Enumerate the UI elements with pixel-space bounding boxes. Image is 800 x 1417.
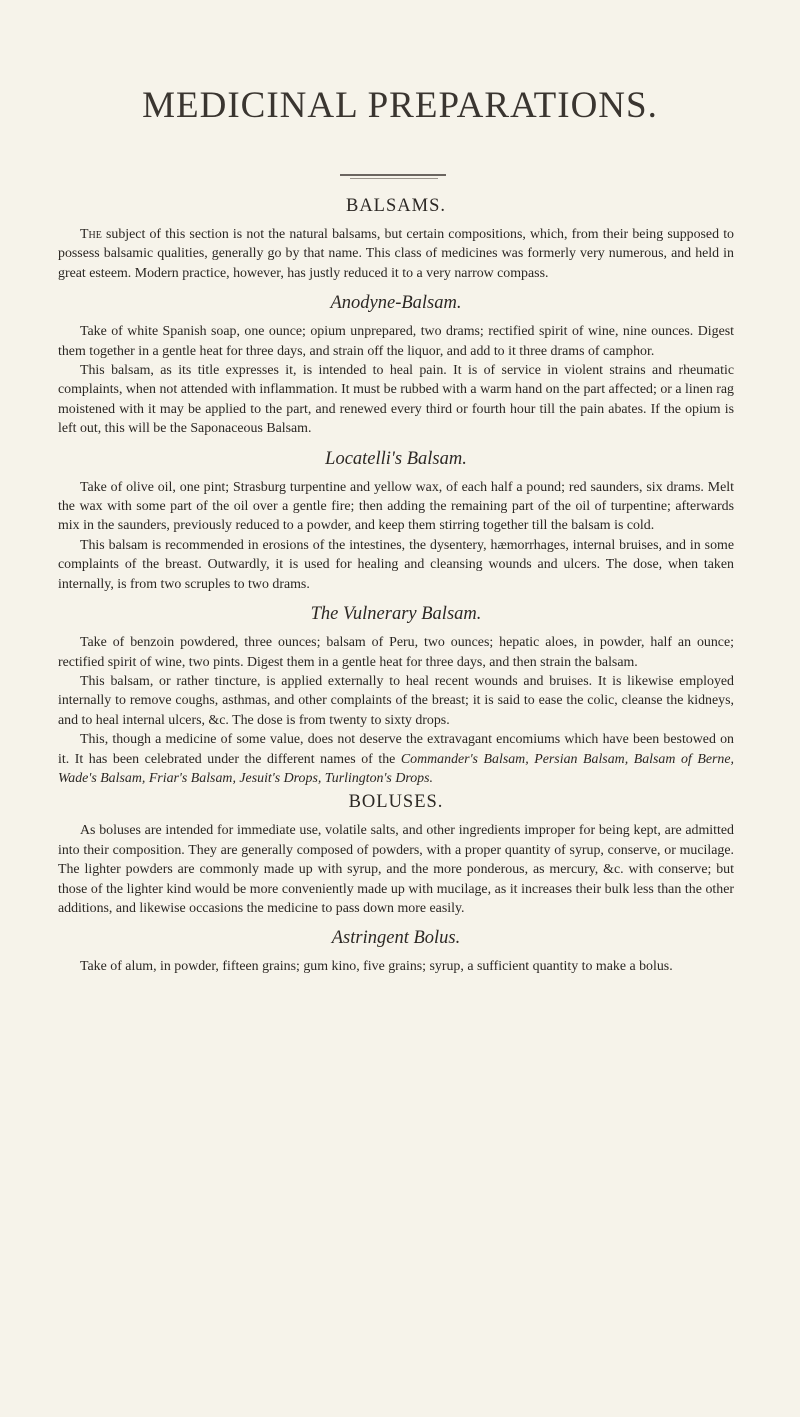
- vulnerary-names-list: Commander's Balsam, Persian Balsam, Balsam of Berne, Wade's Balsam, Friar's Balsam, Jesuit's Drops, Turlington's Drops.: [58, 751, 734, 786]
- content: [58, 196, 734, 977]
- vulnerary-recipe: Take of benzoin powdered, three ounces; balsam of Peru, two ounces; hepatic aloes, in powder, half an ounce; rectified spirit of wine, two pints. Digest them in a gentle heat for three days, and then strain the balsam.: [58, 635, 734, 670]
- intro-rest: subject of this section is not the natural balsams, but certain compositions, which, from their being supposed to possess balsamic qualities, generally go by that name. This class of medicines was formerly very numerous, and held in great esteem. Modern practice, however, has justly reduced it to a very narrow compass.: [58, 227, 734, 281]
- title-rule: [340, 174, 446, 176]
- recipe-title-locatelli: Locatelli's Balsam.: [325, 448, 467, 469]
- vulnerary-names: [58, 730, 734, 788]
- title-rule-thin: [350, 178, 438, 179]
- astringent-recipe: Take of alum, in powder, fifteen grains; gum kino, five grains; syrup, a sufficient quantity to make a bolus.: [80, 959, 673, 975]
- section-heading-boluses: BOLUSES.: [348, 792, 444, 813]
- locatelli-recipe: Take of olive oil, one pint; Strasburg turpentine and yellow wax, of each half a pound; red saunders, six drams. Melt the wax with some part of the oil over a gentle fire; then adding the remaining part of the oil of turpentine; afterwards mix in the saunders, previously reduced to a powder, and keep them stirring together till the balsam is cold.: [58, 479, 734, 534]
- recipe-title-vulnerary: The Vulnerary Balsam.: [310, 604, 482, 625]
- balsams-intro: [58, 225, 734, 283]
- anodyne-notes: This balsam, as its title expresses it, is intended to heal pain. It is of service in violent strains and rheumatic complaints, when not attended with inflammation. It must be rubbed with a warm hand on the part affected; or a linen rag moistened with it may be applied to the part, and renewed every third or fourth hour till the pain abates. If the opium is left out, this will be the Saponaceous Balsam.: [58, 363, 734, 437]
- recipe-title-anodyne: Anodyne-Balsam.: [330, 293, 462, 314]
- intro-lead: The: [80, 227, 102, 242]
- vulnerary-names-lead: This, though a medicine of some value, does not deserve the extravagant encomiums which have been bestowed on it. It has been celebrated under the different names of the: [58, 732, 734, 767]
- page-title: MEDICINAL PREPARATIONS.: [142, 85, 658, 126]
- recipe-title-astringent: Astringent Bolus.: [331, 928, 461, 949]
- boluses-intro: As boluses are intended for immediate use, volatile salts, and other ingredients improper for being kept, are admitted into their composition. They are generally composed of powders, with a proper quantity of syrup, conserve, or mucilage. The lighter powders are commonly made up with syrup, and the more ponderous, as mercury, &c. with conserve; but those of the lighter kind would be more conveniently made up with mucilage, as it increases their bulk less than the other additions, and likewise occasions the medicine to pass down more easily.: [58, 823, 734, 916]
- anodyne-recipe: Take of white Spanish soap, one ounce; opium unprepared, two drams; rectified spirit of wine, nine ounces. Digest them together in a gentle heat for three days, and strain off the liquor, and add to it three drams of camphor.: [58, 324, 734, 359]
- vulnerary-uses: This balsam, or rather tincture, is applied externally to heal recent wounds and bruises. It is likewise employed internally to remove coughs, asthmas, and other complaints of the breast; it is said to ease the colic, cleanse the kidneys, and to heal internal ulcers, &c. The dose is from twenty to sixty drops.: [58, 673, 734, 728]
- locatelli-notes: This balsam is recommended in erosions of the intestines, the dysentery, hæmorrhages, internal bruises, and in some complaints of the breast. Outwardly, it is used for healing and cleansing wounds and ulcers. The dose, when taken internally, is from two scruples to two drams.: [58, 537, 734, 592]
- section-heading-balsams: BALSAMS.: [345, 196, 446, 216]
